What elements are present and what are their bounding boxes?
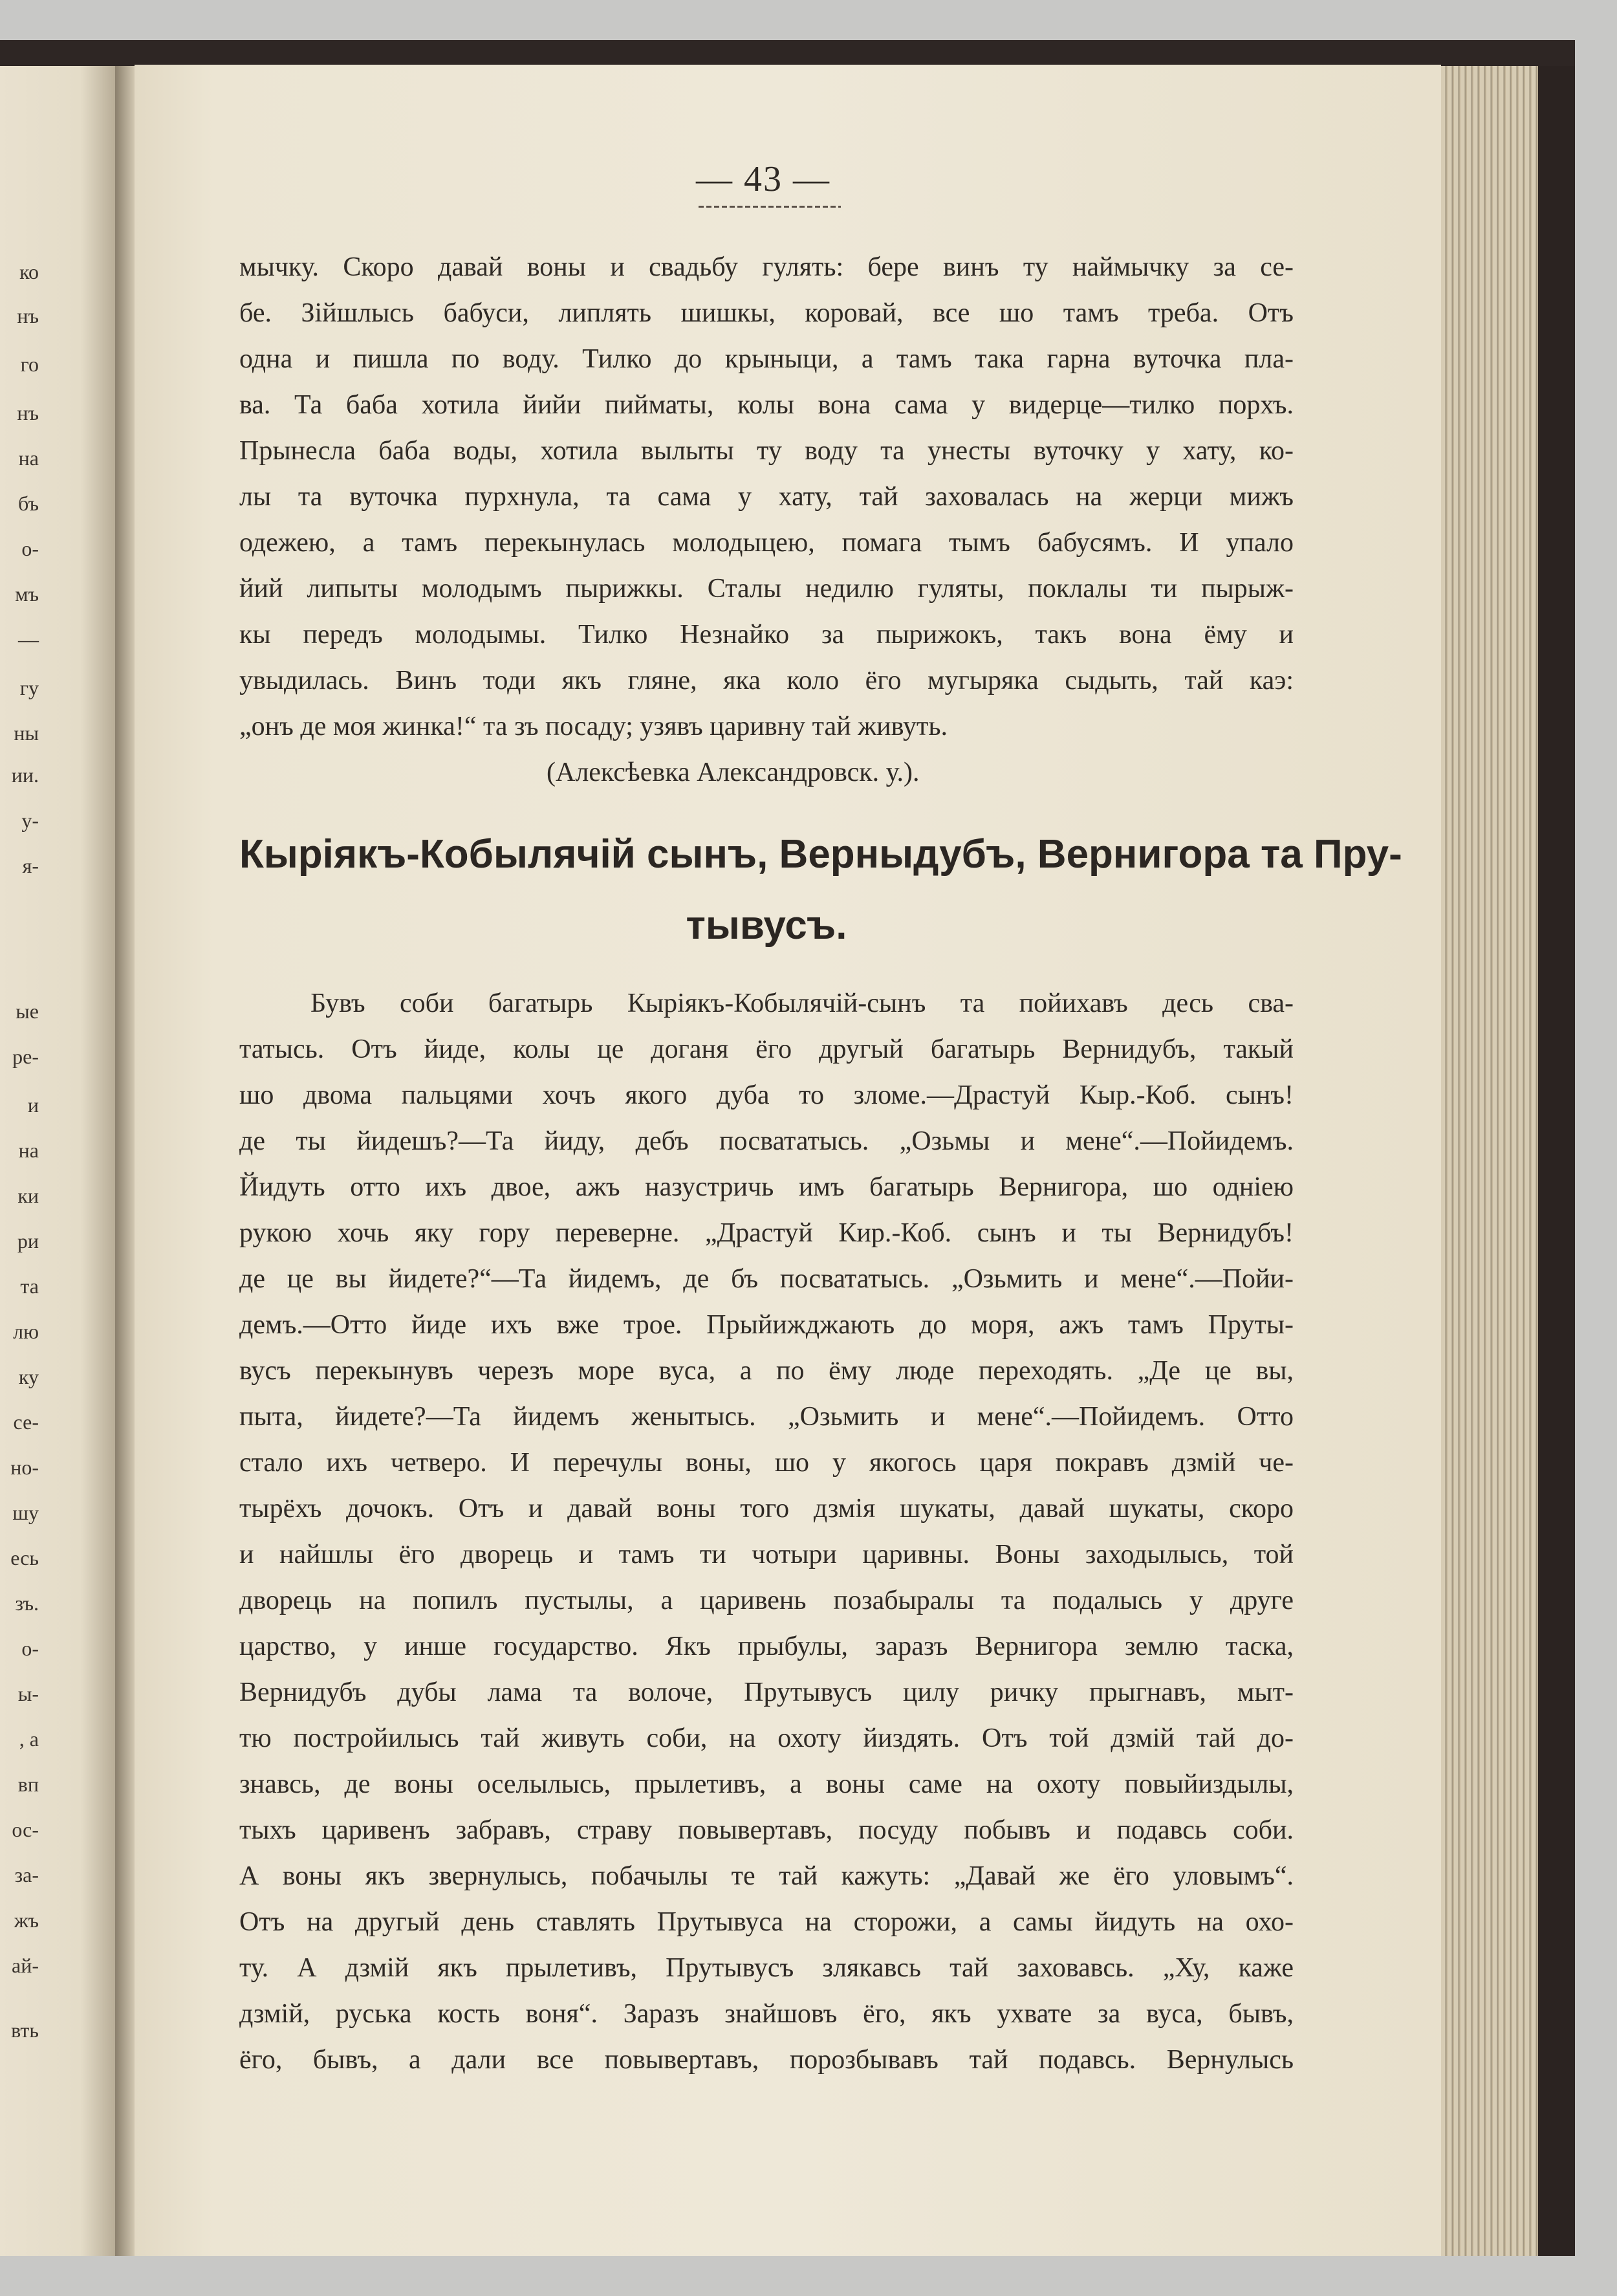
left-page-fragment: шу [12, 1501, 39, 1524]
left-page-fragment: та [20, 1274, 39, 1298]
left-page-fragment: за- [14, 1863, 39, 1886]
left-page-fragment: ны [14, 721, 39, 745]
page-number: — 43 — [696, 159, 830, 199]
left-page-fragment: ай- [12, 1954, 39, 1977]
text-line: тыхъ царивенъ забравъ, страву повывертавъ, посуду побывъ и подавсь соби. [239, 1815, 1294, 1845]
text-line: де ты йидешъ?—Та йиду, дебъ посвататысь. „Озьмы и мене“.—Пойидемъ. [239, 1126, 1294, 1156]
text-line: тю постройилысь тай живуть соби, на охоту йиздять. Отъ той дзмій тай до- [239, 1723, 1294, 1753]
text-line: одна и пишла по воду. Тилко до крыныци, а тамъ така гарна вуточка пла- [239, 344, 1294, 374]
text-line: шо двома пальцями хочъ якого дуба то зломе.—Драстуй Кыр.-Коб. сынъ! [239, 1080, 1294, 1110]
text-line: Вернидубъ дубы лама та волоче, Прутывусъ цилу ричку прыгнавъ, мыт- [239, 1678, 1294, 1707]
text-line: знавсь, де воны оселылысь, прылетивъ, а воны саме на охоту повыйиздылы, [239, 1769, 1294, 1799]
text-line: рукою хочь яку гору переверне. „Драстуй Кир.-Коб. сынъ и ты Вернидубъ! [239, 1218, 1294, 1248]
text-line: дворець на попилъ пустылы, а царивень позабыралы та подалысь у друге [239, 1586, 1294, 1615]
left-page-fragment: и [27, 1093, 39, 1117]
text-line: ёго, бывъ, а дали все повывертавъ, порозбывавъ тай подавсь. Вернулысь [239, 2045, 1294, 2075]
left-page-fragment: ые [16, 1000, 39, 1023]
left-page-fragment: ки [17, 1184, 39, 1207]
text-line: бе. Зійшлысь бабуси, липлять шишкы, коровай, все шо тамъ треба. Отъ [239, 298, 1294, 328]
left-page-fragment: есь [10, 1546, 39, 1569]
left-page-fragment: го [20, 353, 39, 376]
text-line: вусъ перекынувъ черезъ море вуса, а по ёму люде переходять. „Де це вы, [239, 1356, 1294, 1386]
text-line: демъ.—Отто йиде ихъ вже трое. Прыйижджають до моря, ажъ тамъ Пруты- [239, 1310, 1294, 1340]
left-page-fragment: я- [22, 854, 39, 877]
story-2-title-line-2: тывусъ. [686, 903, 847, 948]
text-line: увыдилась. Винъ тоди якъ гляне, яка коло ёго мугыряка сыдыть, тай каэ: [239, 666, 1294, 695]
left-page-fragment: жъ [14, 1908, 39, 1932]
left-page-fragment: нъ [17, 304, 39, 327]
text-line: лы та вуточка пурхнула, та сама у хату, тай заховалась на жерци мижъ [239, 482, 1294, 512]
text-line: царство, у инше государство. Якъ прыбулы, заразъ Вернигора землю таска, [239, 1632, 1294, 1661]
left-page-fragment: ку [18, 1365, 39, 1388]
left-page-fragment: — [18, 628, 39, 651]
left-page-fragment: лю [13, 1320, 39, 1343]
text-line: дзмій, руська кость воня“. Заразъ знайшовъ ёго, якъ ухвате за вуса, бывъ, [239, 1999, 1294, 2029]
text-line: Бувъ соби багатырь Кыріякъ-Кобылячій-сынъ та пойихавъ десь сва- [310, 989, 1294, 1018]
text-line: Отъ на другый день ставлять Прутывуса на сторожи, а самы йидуть на охо- [239, 1907, 1294, 1937]
left-page-fragment: ко [19, 260, 39, 283]
left-page-fragment: ри [17, 1229, 39, 1252]
text-line: одежею, а тамъ перекынулась молодыцею, помага тымъ бабусямъ. И упало [239, 528, 1294, 558]
left-page-fragment: на [18, 446, 39, 470]
left-page-fragment: вть [11, 2018, 39, 2042]
text-line: Прынесла баба воды, хотила вылыты ту воду та унесты вуточку у хату, ко- [239, 436, 1294, 466]
text-line: А воны якъ звернулысь, побачылы те тай кажуть: „Давай же ёго уловымъ“. [239, 1861, 1294, 1891]
page-number-rule [699, 206, 841, 208]
left-page-fragment: о- [21, 537, 39, 560]
text-line: йий липыты молодымъ пырижкы. Сталы недилю гуляты, поклалы ти пырыж- [239, 574, 1294, 604]
left-page-fragment: , а [19, 1727, 39, 1751]
text-line: „онъ де моя жинка!“ та зъ посаду; узявъ царивну тай живуть. [239, 712, 948, 741]
text-line: тырёхъ дочокъ. Отъ и давай воны того дзмія шукаты, давай шукаты, скоро [239, 1494, 1294, 1524]
left-page-fragment: у- [21, 809, 39, 832]
text-line: де це вы йидете?“—Та йидемъ, де бъ посвататысь. „Озьмить и мене“.—Пойи- [239, 1264, 1294, 1294]
left-page-fragment: ос- [12, 1818, 39, 1841]
text-line: кы передъ молодымы. Тилко Незнайко за пырижокъ, такъ вона ёму и [239, 620, 1294, 650]
text-line: Йидуть отто ихъ двое, ажъ назустричь имъ багатырь Вернигора, шо одніею [239, 1172, 1294, 1202]
text-line: мычку. Скоро давай воны и свадьбу гулять: бере винъ ту наймычку за се- [239, 252, 1294, 282]
left-page-fragment: вп [17, 1773, 39, 1796]
story-1-source: (Алексѣевка Александровск. у.). [547, 758, 920, 787]
page-edges-shadow [1538, 66, 1575, 2256]
left-page-fragment: но- [10, 1456, 39, 1479]
text-line: пыта, йидете?—Та йидемъ женытысь. „Озьмить и мене“.—Пойидемъ. Отто [239, 1402, 1294, 1432]
text-line: и найшлы ёго дворець и тамъ ти чотыри царивны. Воны заходылысь, той [239, 1540, 1294, 1569]
story-2-title-line-1: Кыріякъ-Кобылячій сынъ, Верныдубъ, Вернигора та Пру- [239, 832, 1402, 877]
book-gutter [115, 66, 136, 2256]
text-line: ту. А дзмій якъ прылетивъ, Прутывусъ злякавсь тай заховавсь. „Ху, каже [239, 1953, 1294, 1983]
left-page-fragment: на [18, 1139, 39, 1162]
left-page-fragment: ы- [17, 1682, 39, 1705]
left-page-fragment: гу [19, 676, 39, 699]
left-page-fragment: о- [21, 1637, 39, 1660]
left-page-fragment: ре- [12, 1045, 39, 1068]
left-page-fragment: зъ. [15, 1591, 39, 1615]
left-page-fragment: ии. [11, 763, 39, 787]
text-line: ва. Та баба хотила йийи пийматы, колы вона сама у видерце—тилко порхъ. [239, 390, 1294, 420]
page-edges [1441, 66, 1538, 2256]
left-page-fragment: бъ [17, 492, 39, 515]
left-page-fragment: нъ [17, 401, 39, 424]
left-page-fragment: мъ [15, 582, 39, 606]
text-line: стало ихъ четверо. И перечулы воны, шо у якогось царя покравъ дзмій че- [239, 1448, 1294, 1478]
left-page-fragment: се- [13, 1410, 39, 1434]
text-line: татысь. Отъ йиде, колы це доганя ёго другый багатырь Вернидубъ, такый [239, 1034, 1294, 1064]
